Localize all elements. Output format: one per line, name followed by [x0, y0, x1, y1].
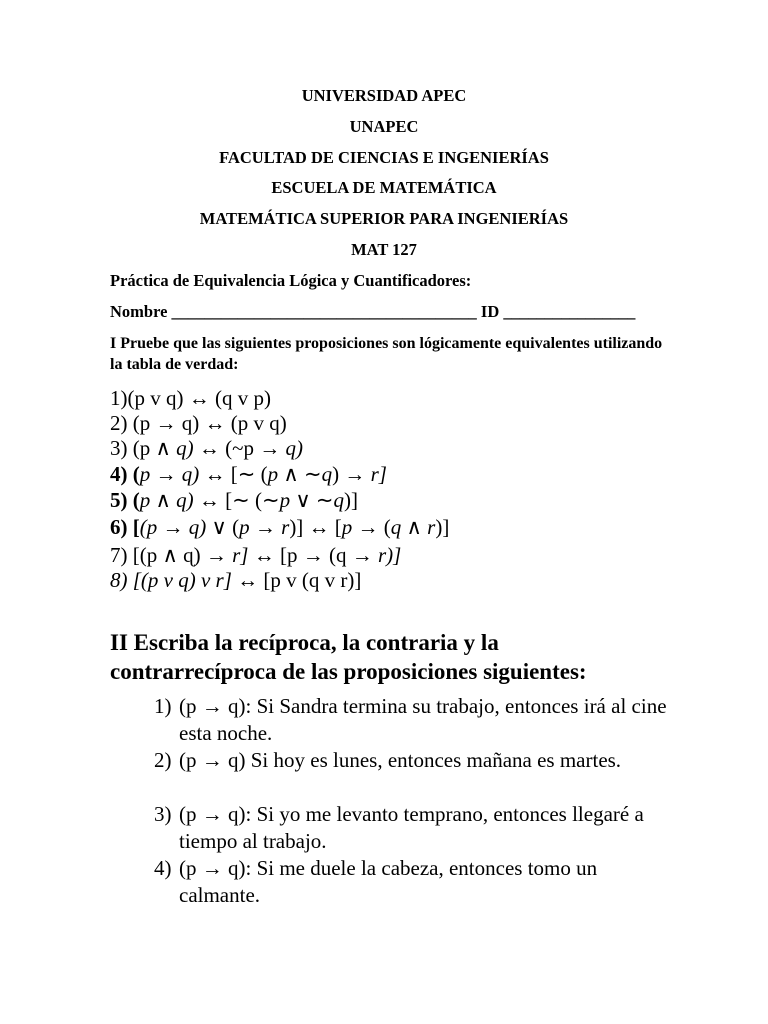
proposition-6-part-f: p [341, 515, 353, 539]
university-acronym: UNAPEC [349, 117, 419, 136]
list-item-text: (p → q): Si Sandra termina su trabajo, entonces irá al cine esta noche. [179, 694, 667, 745]
proposition-6-part-i: ∧ [401, 515, 428, 539]
proposition-6-part-h: q [390, 515, 402, 539]
proposition-6-part-k: )] [435, 515, 450, 539]
proposition-3-part-d: q) [285, 436, 303, 460]
university-name: UNIVERSIDAD APEC [301, 86, 467, 105]
proposition-3-part-c: ↔ (~p → [193, 436, 286, 460]
proposition-5-part-g: ∨ ∼ [290, 488, 334, 512]
proposition-5-part-f: p [279, 488, 291, 512]
proposition-2-text: 2) (p → q) ↔ (p v q) [110, 411, 287, 435]
proposition-8-part-a: 8) [(p v q) v r] [110, 568, 232, 592]
proposition-1-text: 1)(p v q) ↔ (q v p) [110, 386, 271, 410]
proposition-8 [110, 568, 361, 593]
proposition-4-part-h: r] [370, 462, 387, 486]
proposition-6-part-b: (p → q) [139, 515, 207, 539]
proposition-5-part-e: ↔ [∼ (∼ [193, 488, 280, 512]
proposition-7-part-b: r] [232, 543, 249, 567]
proposition-3-part-b: q) [176, 436, 194, 460]
proposition-5-part-h: q [333, 488, 345, 512]
proposition-5-part-a: 5) ( [110, 488, 140, 512]
proposition-4-part-c: ↔ [∼ ( [199, 462, 268, 486]
proposition-7-part-a: 7) [(p ∧ ɋ) → [110, 543, 233, 567]
proposition-4-part-d: p [267, 462, 279, 486]
list-item [154, 801, 674, 855]
list-item-number: 2) [154, 748, 172, 772]
proposition-7-part-d: r)] [377, 543, 402, 567]
proposition-7 [110, 543, 401, 568]
proposition-5 [110, 488, 358, 513]
proposition-4-part-a: 4) ( [110, 462, 140, 486]
proposition-5-part-c: ∧ [150, 488, 177, 512]
course-code: MAT 127 [351, 240, 417, 259]
proposition-3 [110, 436, 303, 461]
proposition-4-part-b: p → q) [139, 462, 200, 486]
list-item-text: (p → q): Si me duele la cabeza, entonces tomo un calmante. [179, 856, 598, 907]
proposition-2 [110, 411, 287, 436]
course-name: MATEMÁTICA SUPERIOR PARA INGENIERÍAS [199, 209, 569, 228]
proposition-5-part-i: )] [344, 488, 359, 512]
name-id-line: Nombre _____________________________________ ID ________________ [110, 302, 636, 321]
list-item-text: (p → q): Si yo me levanto temprano, entonces llegaré a tiempo al trabajo. [179, 802, 644, 853]
list-item-number: 1) [154, 694, 172, 718]
proposition-4-part-e: ∧ ∼ [278, 462, 322, 486]
proposition-7-part-c: ↔ [p → (q → [248, 543, 378, 567]
proposition-4 [110, 462, 387, 487]
proposition-6-part-e: )] ↔ [ [289, 515, 342, 539]
section1-intro: I Pruebe que las siguientes proposiciones son lógicamente equivalentes utilizando la tabla de verdad: [110, 335, 663, 373]
list-item [154, 693, 674, 747]
list-item [154, 855, 674, 909]
faculty-name: FACULTAD DE CIENCIAS E INGENIERÍAS [219, 148, 549, 167]
proposition-4-part-g: ) → [332, 462, 371, 486]
proposition-6-part-a: 6) [ [110, 515, 140, 539]
proposition-3-part-a: 3) (p ∧ [110, 436, 177, 460]
list-item [154, 747, 674, 774]
proposition-8-part-b: ↔ [p v (q v r)] [231, 568, 362, 592]
practice-title: Práctica de Equivalencia Lógica y Cuantificadores: [110, 271, 472, 290]
proposition-6-part-d: p → r [239, 515, 290, 539]
list-item-number: 3) [154, 802, 172, 826]
proposition-5-part-d: q) [176, 488, 194, 512]
list-item-number: 4) [154, 856, 172, 880]
section2-title: II Escriba la recíproca, la contraria y la contrarrecíproca de las proposiciones siguientes: [110, 630, 587, 684]
proposition-6-part-g: → ( [352, 515, 391, 539]
list-item-text: (p → q) Si hoy es lunes, entonces mañana es martes. [179, 748, 622, 772]
proposition-5-part-b: p [139, 488, 151, 512]
school-name: ESCUELA DE MATEMÁTICA [271, 178, 497, 197]
proposition-4-part-f: q [321, 462, 333, 486]
proposition-6-part-c: ∨ ( [206, 515, 240, 539]
proposition-6-part-j: r [427, 515, 436, 539]
proposition-6 [110, 515, 449, 540]
proposition-1 [110, 386, 271, 411]
